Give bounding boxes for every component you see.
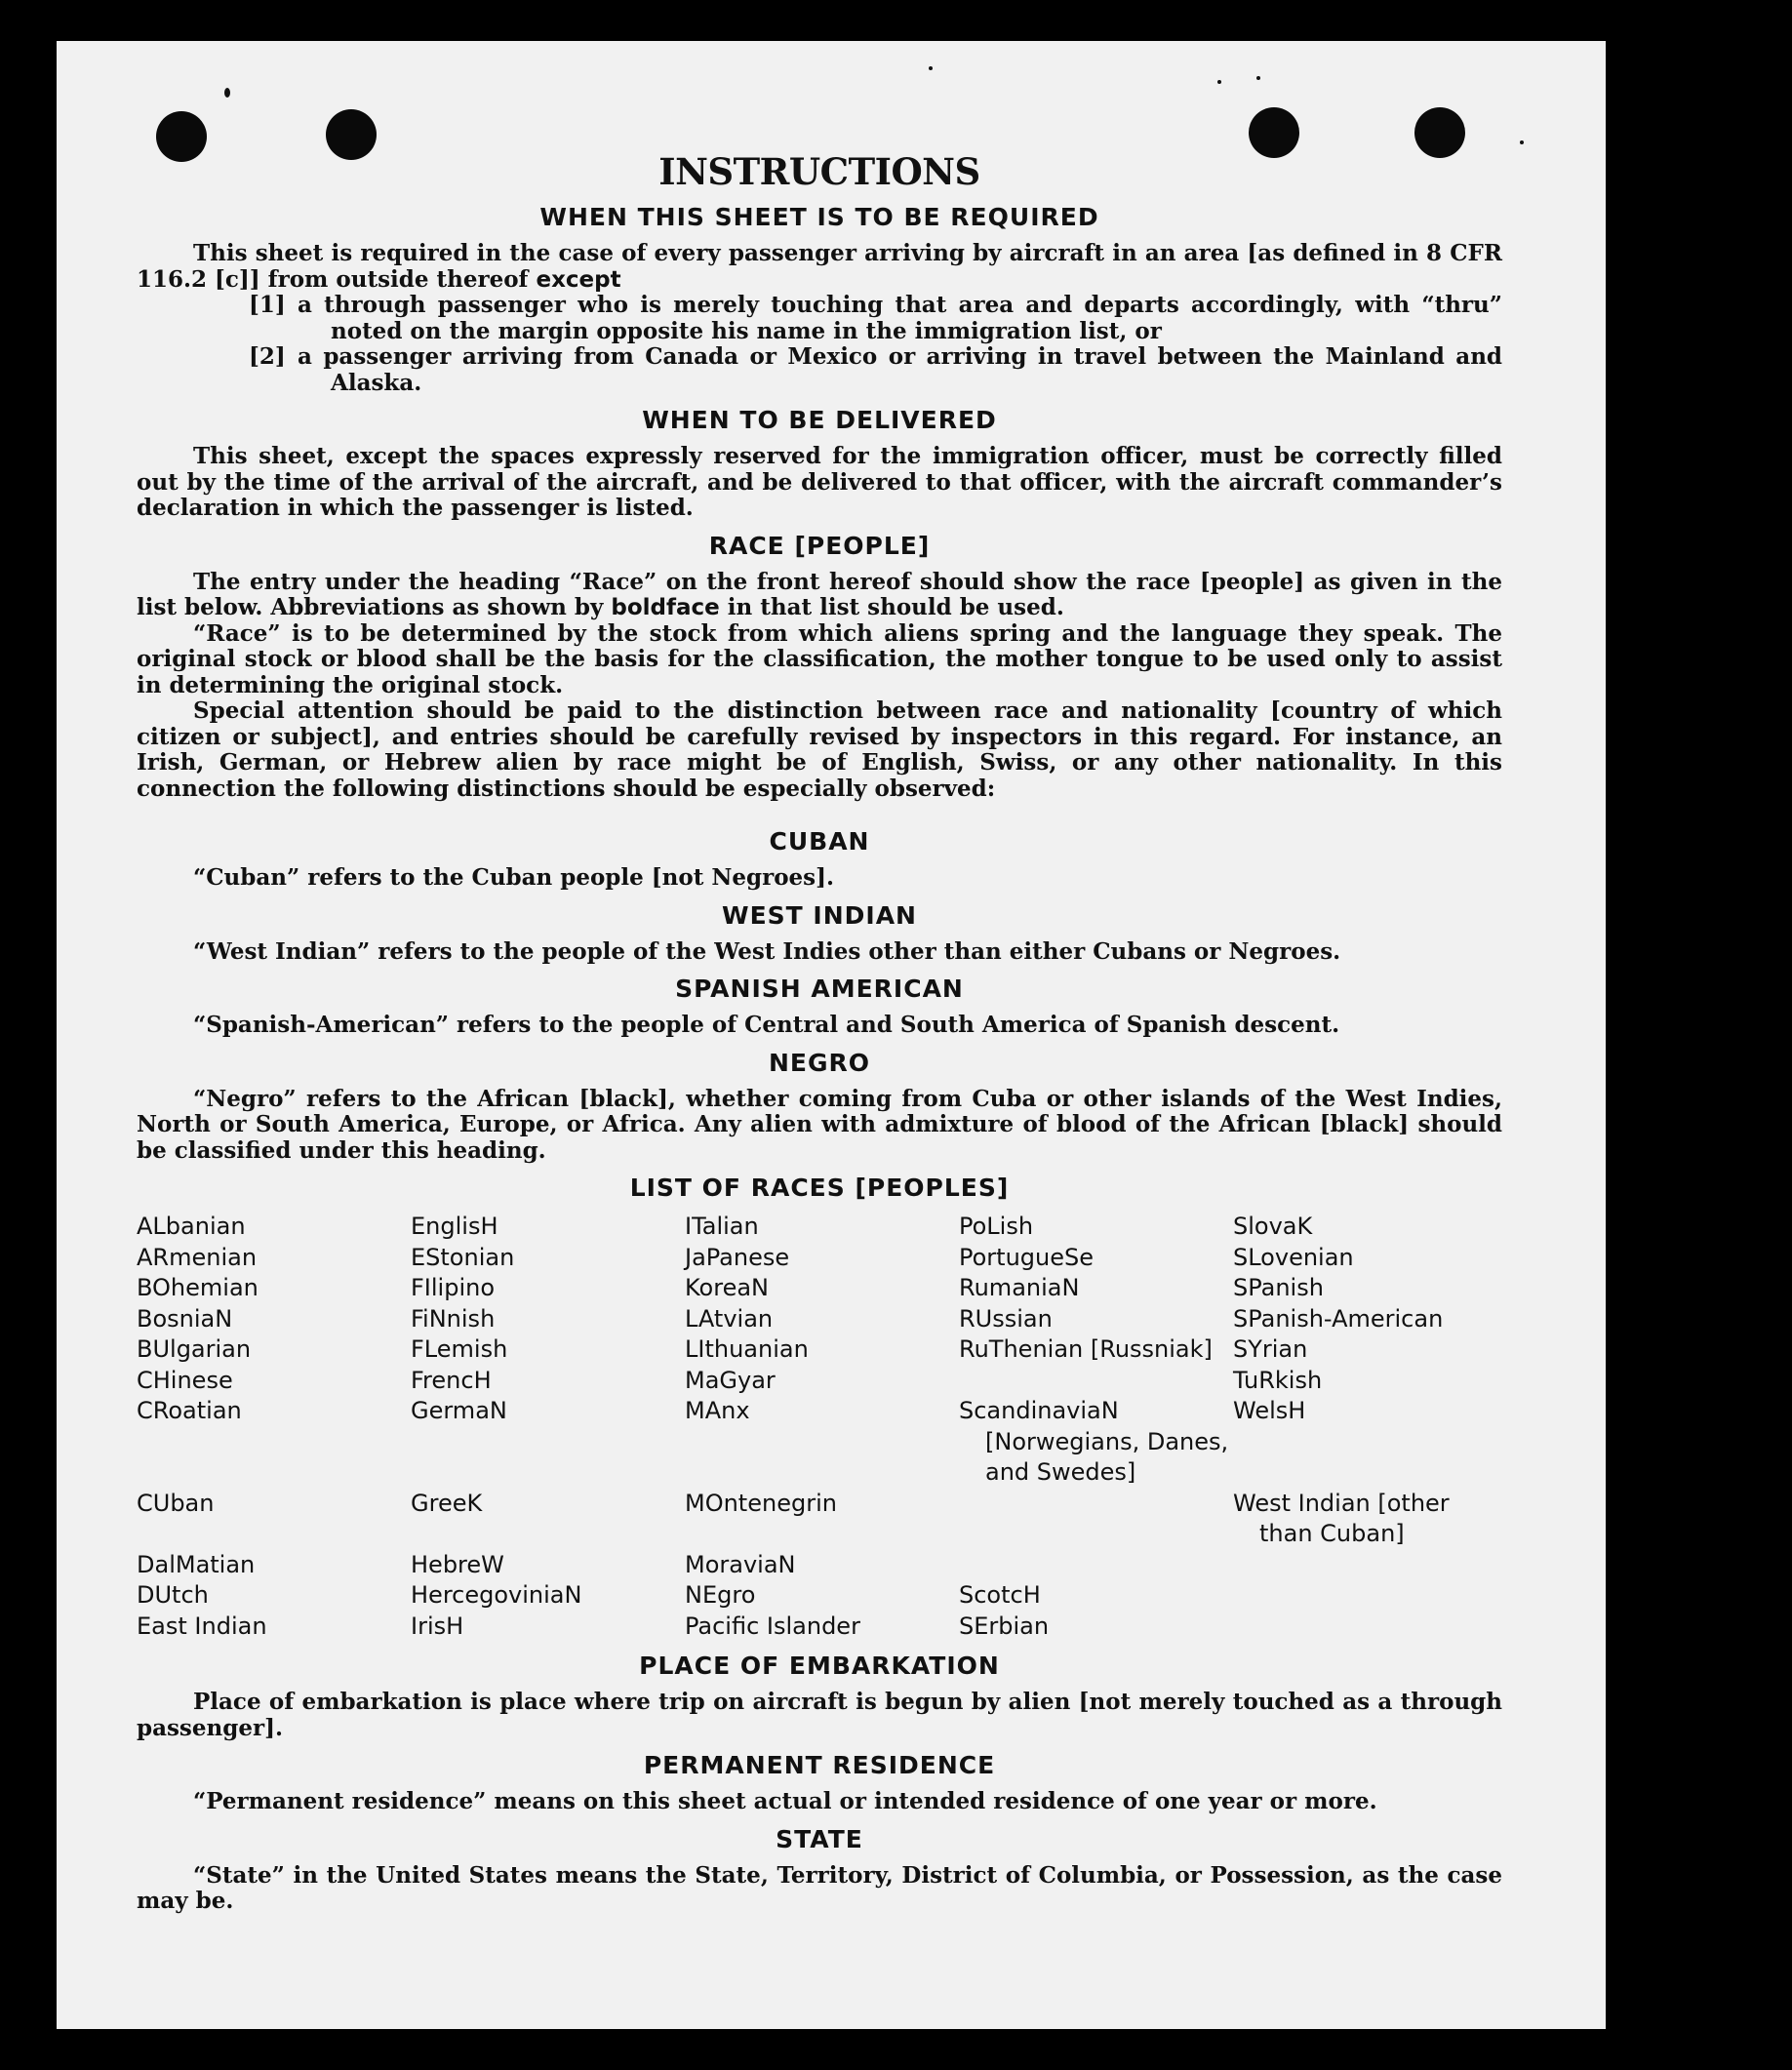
race-entry: EnglisH	[411, 1213, 498, 1240]
race-entry: SErbian	[959, 1612, 1050, 1640]
race-entry	[959, 1550, 1233, 1581]
ink-speck	[929, 66, 933, 70]
race-entry: ITalian	[685, 1213, 759, 1240]
heading-when-required: WHEN THIS SHEET IS TO BE REQUIRED	[539, 203, 1099, 231]
boldface-word: boldface	[611, 595, 720, 620]
race-p1-start: The entry under the heading “Race” on the front hereof should show the race [people] as given in the list below. Abbreviations as shown by	[137, 568, 1502, 620]
race-entry: ALbanian	[137, 1213, 246, 1240]
west-indian-paragraph: “West Indian” refers to the people of the West Indies other than either Cubans or Negroes.	[193, 937, 1341, 965]
race-entry: RuThenian [Russniak]	[959, 1335, 1213, 1363]
race-entry: CUban	[137, 1489, 215, 1517]
state-paragraph: “State” in the United States means the State, Territory, District of Columbia, or Possession, as the case may be.	[137, 1861, 1502, 1914]
race-entry: SYrian	[1233, 1335, 1308, 1363]
exception-number: [1]	[249, 292, 286, 318]
race-entry: ScotcH	[959, 1581, 1041, 1609]
heading-cuban: CUBAN	[769, 827, 870, 856]
residence-paragraph: “Permanent residence” means on this sheet actual or intended residence of one year or more.	[193, 1788, 1377, 1814]
race-entry: West Indian [other than Cuban]	[1233, 1489, 1450, 1547]
required-paragraph	[137, 241, 1502, 293]
race-entry	[1233, 1612, 1502, 1643]
race-entry: FIlipino	[411, 1274, 496, 1301]
race-entry: RUssian	[959, 1304, 1053, 1333]
cuban-paragraph: “Cuban” refers to the Cuban people [not Negroes].	[193, 864, 835, 891]
race-entry: East Indian	[137, 1612, 267, 1640]
race-entry: SPanish-American	[1233, 1304, 1444, 1333]
race-paragraph-3: Special attention should be paid to the distinction between race and nationality [country of which citizen or subject], and entries should be carefully revised by inspectors in this regard. For instance, an Irish, German, or Hebrew alien by race might be of English, Swiss, or any other nationality. In this connection the following distinctions should be especially observed:	[137, 697, 1502, 802]
race-entry: TuRkish	[1233, 1366, 1323, 1394]
race-entry	[1233, 1550, 1502, 1581]
page-title: INSTRUCTIONS	[658, 150, 980, 193]
race-entry: MaGyar	[685, 1366, 776, 1394]
race-paragraph-2: “Race” is to be determined by the stock from which aliens spring and the language they speak. The original stock or blood shall be the basis for the classification, the mother tongue to be used only to assist in determining the original stock.	[137, 619, 1502, 698]
heading-race: RACE [PEOPLE]	[708, 531, 931, 560]
race-entry	[959, 1366, 1233, 1397]
race-paragraph-1	[137, 570, 1502, 621]
heading-state: STATE	[776, 1824, 863, 1853]
embarkation-paragraph: Place of embarkation is place where trip on aircraft is begun by alien [not merely touched as a through passenger].	[137, 1689, 1502, 1741]
race-entry: SlovaK	[1233, 1213, 1313, 1240]
race-entry: BUlgarian	[137, 1335, 252, 1363]
race-entry: RumaniaN	[959, 1274, 1080, 1301]
race-entry: CHinese	[137, 1366, 233, 1394]
heading-embarkation: PLACE OF EMBARKATION	[639, 1652, 1000, 1680]
race-entry: MOntenegrin	[685, 1489, 837, 1517]
heading-negro: NEGRO	[768, 1048, 871, 1077]
race-entry: MAnx	[685, 1397, 750, 1424]
exception-item	[249, 293, 1502, 344]
heading-spanish-american: SPANISH AMERICAN	[675, 975, 964, 1003]
race-entry: LIthuanian	[685, 1335, 809, 1363]
negro-paragraph: “Negro” refers to the African [black], whether coming from Cuba or other islands of the West Indies, North or South America, Europe, or Africa. Any alien with admixture of blood of the African [black] should be classified under this heading.	[137, 1085, 1502, 1164]
race-entry: MoraviaN	[685, 1550, 796, 1578]
heading-permanent-residence: PERMANENT RESIDENCE	[643, 1751, 996, 1779]
exceptions-list	[249, 293, 1502, 396]
race-entry: PortugueSe	[959, 1243, 1094, 1271]
race-entry: HercegoviniaN	[411, 1581, 582, 1609]
race-entry: JaPanese	[685, 1243, 790, 1271]
ink-speck	[1217, 80, 1221, 84]
race-entry: FiNnish	[411, 1304, 496, 1333]
race-entry	[959, 1489, 1233, 1550]
heading-list-of-races: LIST OF RACES [PEOPLES]	[629, 1174, 1010, 1202]
race-entry	[1233, 1580, 1502, 1612]
race-entry: DalMatian	[137, 1550, 256, 1578]
race-p1-end: in that list should be used.	[727, 594, 1064, 620]
ink-speck	[1256, 76, 1260, 80]
exception-text: a passenger arriving from Canada or Mexico or arriving in travel between the Mainland and Alaska.	[298, 343, 1502, 396]
race-entry: GermaN	[411, 1397, 507, 1424]
race-entry: Pacific Islander	[685, 1612, 860, 1640]
race-entry: BOhemian	[137, 1274, 259, 1301]
exception-number: [2]	[249, 343, 286, 370]
heading-when-delivered: WHEN TO BE DELIVERED	[642, 406, 997, 434]
race-entry: KoreaN	[685, 1274, 769, 1301]
ink-speck	[224, 88, 230, 98]
race-entry: BosniaN	[137, 1304, 233, 1333]
race-entry: CRoatian	[137, 1397, 242, 1424]
required-intro: This sheet is required in the case of every passenger arriving by aircraft in an area [as defined in 8 CFR 116.2 [c]] from outside thereof	[137, 240, 1502, 293]
exception-text: a through passenger who is merely touching that area and departs accordingly, with “thru” noted on the margin opposite his name in the immigration list, or	[298, 292, 1502, 344]
spanish-american-paragraph: “Spanish-American” refers to the people of Central and South America of Spanish descent.	[193, 1012, 1340, 1038]
document-page	[57, 41, 1606, 2029]
ink-speck	[1520, 140, 1524, 144]
race-entry: ARmenian	[137, 1243, 258, 1271]
race-entry: SPanish	[1233, 1274, 1324, 1301]
race-entry: EStonian	[411, 1243, 515, 1271]
delivered-paragraph: This sheet, except the spaces expressly reserved for the immigration officer, must be correctly filled out by the time of the arrival of the aircraft, and be delivered to that officer, with the aircraft commander’s declaration in which the passenger is listed.	[137, 443, 1502, 521]
except-word: except	[536, 266, 621, 293]
race-entry: FrencH	[411, 1366, 492, 1394]
race-entry: GreeK	[411, 1489, 483, 1517]
race-entry: ScandinaviaN [Norwegians, Danes, and Swedes]	[959, 1397, 1229, 1486]
exception-item	[249, 344, 1502, 396]
race-entry: PoLish	[959, 1213, 1034, 1240]
race-entry: NEgro	[685, 1581, 756, 1609]
race-entry: FLemish	[411, 1335, 508, 1363]
race-entry: IrisH	[411, 1612, 464, 1640]
heading-west-indian: WEST INDIAN	[722, 900, 917, 930]
race-entry: LAtvian	[685, 1304, 774, 1333]
races-grid	[137, 1212, 1502, 1642]
race-entry: DUtch	[137, 1581, 209, 1609]
instructions-content	[137, 150, 1502, 1915]
race-entry: WelsH	[1233, 1397, 1306, 1424]
race-entry: HebreW	[411, 1550, 504, 1578]
race-entry: SLovenian	[1233, 1243, 1354, 1271]
